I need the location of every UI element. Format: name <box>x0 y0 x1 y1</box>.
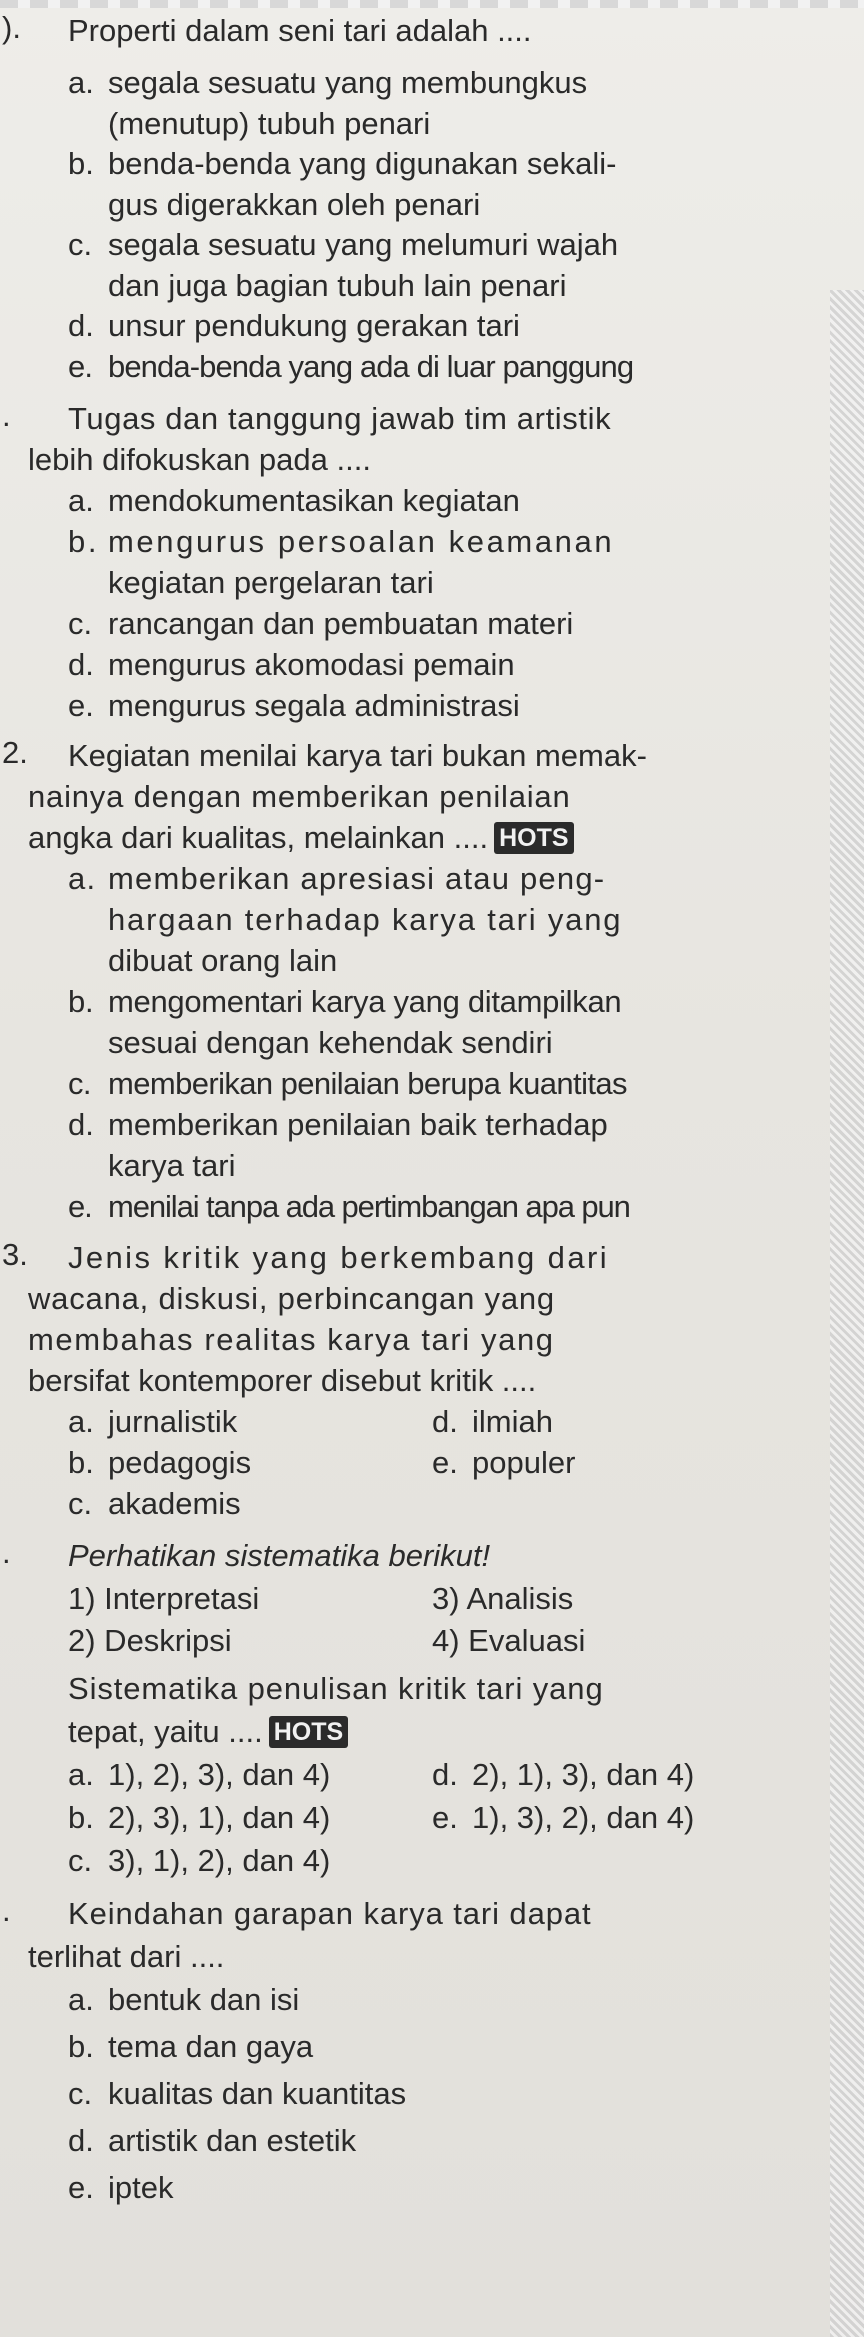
question-stem-cont: tepat, yaitu .... HOTS <box>68 1711 798 1752</box>
option-c[interactable]: c. segala sesuatu yang melumuri wajah <box>68 227 619 262</box>
option-c[interactable]: c. memberikan penilaian berupa kuantitas <box>68 1066 627 1101</box>
option-c[interactable]: c. akademis <box>68 1486 241 1521</box>
question-number: ). <box>2 10 21 45</box>
question-number: . <box>2 1535 11 1570</box>
option-a[interactable]: a. bentuk dan isi <box>68 1982 300 2017</box>
option-b[interactable]: b. tema dan gaya <box>68 2029 314 2064</box>
option-a-cont: hargaan terhadap karya tari yang <box>108 902 623 937</box>
question-stem-cont: Sistematika penulisan kritik tari yang <box>68 1671 604 1706</box>
question-stem-cont: bersifat kontemporer disebut kritik .... <box>28 1363 537 1398</box>
question-number: . <box>2 1893 11 1928</box>
question-stem-cont: membahas realitas karya tari yang <box>28 1322 555 1357</box>
question-stem-cont: lebih difokuskan pada .... <box>28 442 371 477</box>
option-b[interactable]: b. mengomentari karya yang ditampilkan <box>68 984 622 1019</box>
option-e[interactable]: e. populer <box>432 1445 576 1480</box>
option-a[interactable]: a. mendokumentasikan kegiatan <box>68 483 520 518</box>
question-number: 2. <box>2 735 28 770</box>
torn-top-edge <box>0 0 864 8</box>
list-item-4: 4) Evaluasi <box>432 1623 586 1658</box>
option-a[interactable]: a. segala sesuatu yang membungkus <box>68 65 588 100</box>
option-d[interactable]: d. mengurus akomodasi pemain <box>68 647 515 682</box>
option-b-cont: sesuai dengan kehendak sendiri <box>108 1025 553 1060</box>
option-d-cont: karya tari <box>108 1148 236 1183</box>
option-d[interactable]: d. memberikan penilaian baik terhadap <box>68 1107 608 1142</box>
list-item-2: 2) Deskripsi <box>68 1623 232 1658</box>
option-a-cont: (menutup) tubuh penari <box>108 106 431 141</box>
option-d[interactable]: d. unsur pendukung gerakan tari <box>68 308 520 343</box>
list-item-1: 1) Interpretasi <box>68 1581 260 1616</box>
option-a[interactable]: a. memberikan apresiasi atau peng- <box>68 861 606 896</box>
option-c[interactable]: c. rancangan dan pembuatan materi <box>68 606 574 641</box>
option-a-cont: dibuat orang lain <box>108 943 338 978</box>
question-stem: Jenis kritik yang berkembang dari <box>68 1240 609 1275</box>
hots-badge: HOTS <box>269 1716 348 1748</box>
question-stem: Keindahan garapan karya tari dapat <box>68 1896 592 1931</box>
option-a[interactable]: a. 1), 2), 3), dan 4) <box>68 1757 331 1792</box>
option-b-cont: gus digerakkan oleh penari <box>108 187 481 222</box>
question-stem-cont: wacana, diskusi, perbincangan yang <box>28 1281 555 1316</box>
hots-badge: HOTS <box>494 822 573 854</box>
question-number: . <box>2 398 11 433</box>
option-c[interactable]: c. kualitas dan kuantitas <box>68 2076 407 2111</box>
option-b[interactable]: b. 2), 3), 1), dan 4) <box>68 1800 331 1835</box>
option-c-cont: dan juga bagian tubuh lain penari <box>108 268 567 303</box>
question-stem: Properti dalam seni tari adalah .... <box>68 13 532 48</box>
question-stem-cont: terlihat dari .... <box>28 1939 225 1974</box>
option-d[interactable]: d. 2), 1), 3), dan 4) <box>432 1757 695 1792</box>
option-b-cont: kegiatan pergelaran tari <box>108 565 434 600</box>
option-a[interactable]: a. jurnalistik <box>68 1404 238 1439</box>
option-e[interactable]: e. benda-benda yang ada di luar panggung <box>68 349 634 384</box>
option-e[interactable]: e. menilai tanpa ada pertimbangan apa pun <box>68 1189 630 1224</box>
option-b[interactable]: b. mengurus persoalan keamanan <box>68 524 615 559</box>
option-c[interactable]: c. 3), 1), 2), dan 4) <box>68 1843 331 1878</box>
option-b[interactable]: b. pedagogis <box>68 1445 252 1480</box>
option-e[interactable]: e. mengurus segala administrasi <box>68 688 520 723</box>
question-stem: Tugas dan tanggung jawab tim artistik <box>68 401 612 436</box>
question-stem-cont: nainya dengan memberikan penilaian <box>28 779 571 814</box>
question-stem: Kegiatan menilai karya tari bukan memak- <box>68 738 647 773</box>
page-binding-edge <box>830 290 864 2337</box>
question-number: 3. <box>2 1237 28 1272</box>
question-stem: Perhatikan sistematika berikut! <box>68 1538 491 1573</box>
list-item-3: 3) Analisis <box>432 1581 574 1616</box>
option-b[interactable]: b. benda-benda yang digunakan sekali- <box>68 146 617 181</box>
option-d[interactable]: d. ilmiah <box>432 1404 553 1439</box>
option-e[interactable]: e. 1), 3), 2), dan 4) <box>432 1800 695 1835</box>
option-d[interactable]: d. artistik dan estetik <box>68 2123 357 2158</box>
option-e[interactable]: e. iptek <box>68 2170 174 2205</box>
question-stem-cont: angka dari kualitas, melainkan .... HOTS <box>28 817 758 858</box>
